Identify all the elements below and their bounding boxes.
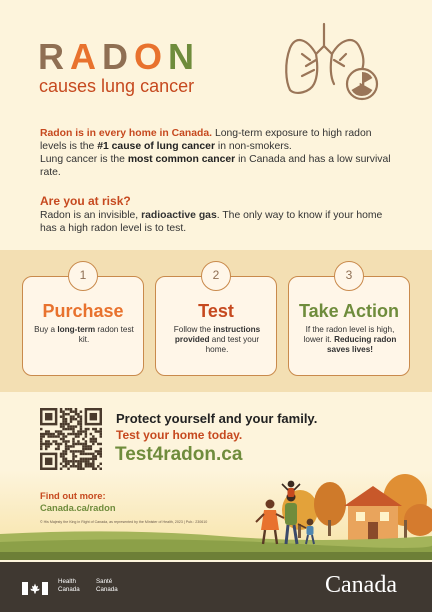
step-card-purchase — [22, 268, 144, 376]
step-text — [164, 325, 270, 355]
intro-text-span: in Canada and has a low survival rate. — [40, 154, 391, 178]
intro-text-span: in non-smokers. — [215, 141, 292, 152]
step-title: Purchase — [42, 301, 124, 321]
canada-flag-icon — [22, 582, 48, 595]
intro-bold: most common cancer — [127, 154, 236, 165]
step-span: Buy a — [34, 325, 58, 334]
step-bold: instructions provided — [174, 325, 261, 344]
step-number: 2 — [201, 261, 231, 291]
intro-lead: Radon is in every home in Canada. — [40, 128, 213, 139]
step-number: 1 — [68, 261, 98, 291]
title-radon — [38, 36, 200, 78]
qr-code[interactable] — [40, 408, 102, 470]
step-span: radon test kit. — [78, 325, 134, 344]
step-number: 3 — [334, 261, 364, 291]
risk-span: . The only way to know if your home has a high radon level is to test. — [40, 210, 383, 234]
step-card-test — [155, 268, 277, 376]
protect-line: Protect yourself and your family. — [116, 411, 318, 426]
risk-text — [40, 209, 400, 235]
title-letter: N — [168, 36, 201, 77]
step-span: If the radon level is high, lower it. — [303, 325, 395, 344]
signature-line: Canada — [96, 585, 118, 593]
signature-line: Canada — [58, 585, 80, 593]
intro-text-span: Lung cancer is the — [40, 154, 128, 165]
intro-text-span: Long-term exposure to high radon levels is the — [40, 128, 372, 152]
risk-span: Radon is an invisible, — [40, 210, 142, 221]
step-bold: long-term — [57, 325, 96, 334]
family-scene-illustration — [0, 470, 432, 560]
intro-bold: #1 cause of lung cancer — [97, 141, 215, 152]
sante-canada-signature — [96, 578, 118, 593]
test4radon-link[interactable]: Test4radon.ca — [115, 444, 243, 465]
title-letter: A — [70, 36, 102, 77]
intro-paragraph-1 — [40, 127, 400, 153]
step-span: and test your home. — [205, 335, 260, 354]
test-today-line: Test your home today. — [116, 428, 243, 442]
risk-heading: Are you at risk? — [40, 194, 131, 208]
header — [0, 0, 432, 112]
title-letter: R — [38, 36, 70, 77]
step-span: Follow the — [173, 325, 214, 334]
find-out-more-label: Find out more: — [40, 490, 106, 501]
step-title: Take Action — [298, 301, 400, 321]
intro-text — [40, 127, 400, 179]
radiation-icon — [347, 69, 377, 99]
step-card-take-action — [288, 268, 410, 376]
title-letter: D — [102, 36, 134, 77]
health-canada-signature — [58, 578, 80, 593]
step-title: Test — [198, 301, 234, 321]
subtitle: causes lung cancer — [39, 76, 195, 96]
risk-bold: radioactive gas — [141, 210, 217, 221]
canada-wordmark: Canada — [325, 572, 397, 598]
signature-line: Health — [58, 578, 76, 585]
signature-line: Santé — [96, 578, 113, 585]
step-bold: Reducing radon saves lives! — [327, 335, 397, 354]
copyright-fine-print: © His Majesty the King in Right of Canada, as represented by the Minister of Health, 2023 | Pub.: 230610 — [40, 520, 208, 524]
intro-paragraph-2 — [40, 153, 400, 179]
title-letter: O — [134, 36, 169, 77]
lungs-icon — [282, 20, 386, 102]
step-text — [297, 325, 403, 355]
canada-radon-link[interactable]: Canada.ca/radon — [40, 502, 116, 513]
step-text — [31, 325, 137, 345]
